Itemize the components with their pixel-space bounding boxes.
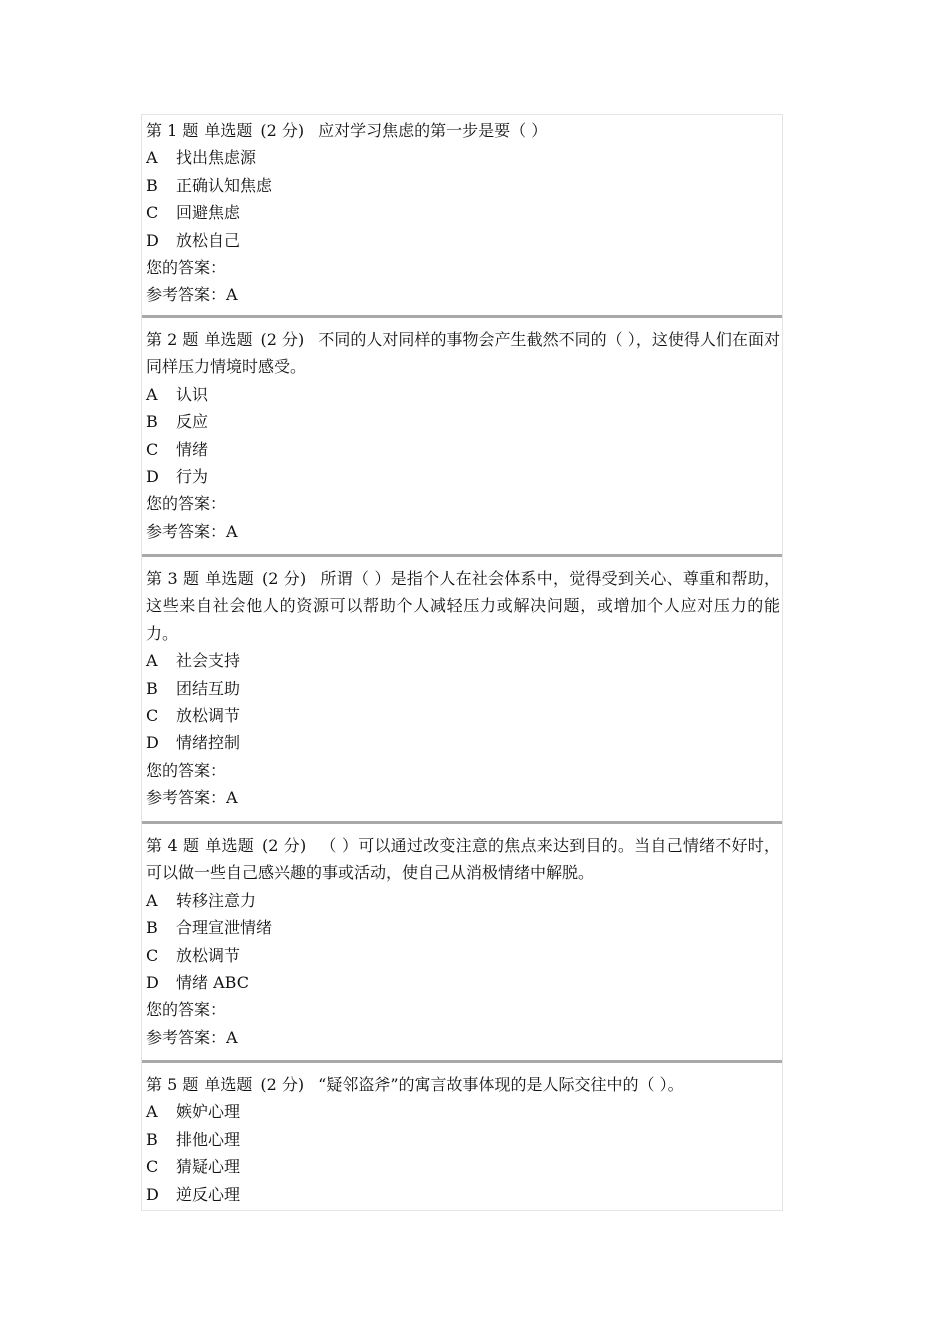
option-text: 放松调节 xyxy=(176,945,241,965)
option-text: 情绪控制 xyxy=(176,733,241,753)
option-letter: C xyxy=(146,203,159,223)
option-text: 社会支持 xyxy=(176,651,241,671)
question-score: (2 分) xyxy=(261,836,307,855)
question-text: 不同的人对同样的事物会产生截然不同的（ ），这使得人们在面对同样压力情境时感受。 xyxy=(146,330,780,377)
reference-answer-label: 参考答案： xyxy=(146,521,227,541)
option-d xyxy=(146,969,780,996)
question-type: 单选题 xyxy=(205,836,254,855)
option-a xyxy=(146,144,780,171)
option-letter: C xyxy=(146,945,159,965)
your-answer-label: 您的答案： xyxy=(146,1000,227,1020)
option-letter: A xyxy=(146,148,158,168)
question-stem xyxy=(146,117,780,144)
option-text: 合理宣泄情绪 xyxy=(176,918,273,938)
option-text: 正确认知焦虑 xyxy=(176,175,273,195)
your-answer xyxy=(146,996,780,1023)
option-b xyxy=(146,675,780,702)
question-number: 第 4 题 xyxy=(146,836,200,855)
question-number: 第 2 题 xyxy=(146,330,199,349)
option-letter: B xyxy=(146,412,158,432)
option-letter: D xyxy=(146,973,159,993)
question-text: （ ）可以通过改变注意的焦点来达到目的。当自己情绪不好时，可以做一些自己感兴趣的事或活动，使自己从消极情绪中解脱。 xyxy=(146,836,780,883)
option-text: 猜疑心理 xyxy=(176,1157,241,1177)
option-letter: B xyxy=(146,678,158,698)
option-text: 放松自己 xyxy=(176,230,241,250)
option-a xyxy=(146,647,780,674)
reference-answer-value: A xyxy=(226,285,238,305)
reference-answer-value: A xyxy=(226,521,238,541)
option-d xyxy=(146,227,780,254)
option-letter: B xyxy=(146,175,158,195)
option-text: 排他心理 xyxy=(176,1129,241,1149)
option-text: 情绪 ABC xyxy=(176,973,249,993)
question-text: 应对学习焦虑的第一步是要（ ） xyxy=(318,121,548,140)
your-answer xyxy=(146,254,780,281)
question-score: (2 分) xyxy=(261,569,307,588)
option-b xyxy=(146,408,780,435)
question-2 xyxy=(142,315,782,554)
question-number: 第 1 题 xyxy=(146,121,199,140)
question-type: 单选题 xyxy=(204,121,253,140)
question-number: 第 3 题 xyxy=(146,569,200,588)
question-score: (2 分) xyxy=(260,121,305,140)
question-score: (2 分) xyxy=(260,1075,305,1094)
option-letter: C xyxy=(146,439,159,459)
reference-answer xyxy=(146,518,780,545)
option-text: 情绪 xyxy=(176,439,209,459)
question-4 xyxy=(142,821,782,1060)
question-score: (2 分) xyxy=(260,330,305,349)
option-letter: C xyxy=(146,706,159,726)
your-answer-label: 您的答案： xyxy=(146,760,227,780)
your-answer xyxy=(146,757,780,784)
reference-answer-value: A xyxy=(226,1027,238,1047)
reference-answer-value: A xyxy=(226,788,238,808)
option-c xyxy=(146,1153,780,1180)
question-number: 第 5 题 xyxy=(146,1075,199,1094)
option-b xyxy=(146,172,780,199)
option-a xyxy=(146,887,780,914)
option-b xyxy=(146,1126,780,1153)
option-letter: A xyxy=(146,1102,158,1122)
question-3 xyxy=(142,554,782,821)
option-text: 放松调节 xyxy=(176,706,241,726)
option-text: 回避焦虑 xyxy=(176,203,241,223)
option-letter: B xyxy=(146,918,158,938)
option-text: 找出焦虑源 xyxy=(176,148,257,168)
option-letter: A xyxy=(146,651,158,671)
option-letter: D xyxy=(146,230,159,250)
question-5 xyxy=(142,1060,782,1211)
question-type: 单选题 xyxy=(205,569,254,588)
question-text: “疑邻盗斧”的寓言故事体现的是人际交往中的（ ）。 xyxy=(318,1075,684,1094)
option-letter: A xyxy=(146,384,158,404)
option-text: 团结互助 xyxy=(176,678,241,698)
option-text: 转移注意力 xyxy=(176,890,257,910)
your-answer xyxy=(146,490,780,517)
option-b xyxy=(146,914,780,941)
quiz-document xyxy=(141,114,783,1211)
question-stem xyxy=(146,832,780,887)
question-stem xyxy=(146,565,780,647)
option-letter: B xyxy=(146,1129,158,1149)
option-text: 行为 xyxy=(176,467,209,487)
option-letter: C xyxy=(146,1157,159,1177)
option-c xyxy=(146,702,780,729)
question-1 xyxy=(142,115,782,315)
option-text: 嫉妒心理 xyxy=(176,1102,241,1122)
option-c xyxy=(146,942,780,969)
option-letter: D xyxy=(146,733,159,753)
option-letter: D xyxy=(146,467,159,487)
reference-answer xyxy=(146,1024,780,1051)
reference-answer-label: 参考答案： xyxy=(146,788,227,808)
option-letter: A xyxy=(146,890,158,910)
option-c xyxy=(146,436,780,463)
option-d xyxy=(146,729,780,756)
option-letter: D xyxy=(146,1184,159,1204)
reference-answer xyxy=(146,281,780,308)
question-type: 单选题 xyxy=(204,1075,253,1094)
question-type: 单选题 xyxy=(204,330,253,349)
question-text: 所谓（ ）是指个人在社会体系中，觉得受到关心、尊重和帮助，这些来自社会他人的资源可以帮助个人减轻压力或解决问题，或增加个人应对压力的能力。 xyxy=(146,569,780,643)
option-d xyxy=(146,463,780,490)
option-text: 逆反心理 xyxy=(176,1184,241,1204)
option-c xyxy=(146,199,780,226)
option-text: 反应 xyxy=(176,412,209,432)
option-d xyxy=(146,1181,780,1208)
your-answer-label: 您的答案： xyxy=(146,258,227,278)
option-text: 认识 xyxy=(176,384,209,404)
your-answer-label: 您的答案： xyxy=(146,494,227,514)
option-a xyxy=(146,1098,780,1125)
reference-answer-label: 参考答案： xyxy=(146,285,227,305)
question-stem xyxy=(146,326,780,381)
question-stem xyxy=(146,1071,780,1098)
reference-answer-label: 参考答案： xyxy=(146,1027,227,1047)
reference-answer xyxy=(146,784,780,811)
option-a xyxy=(146,381,780,408)
